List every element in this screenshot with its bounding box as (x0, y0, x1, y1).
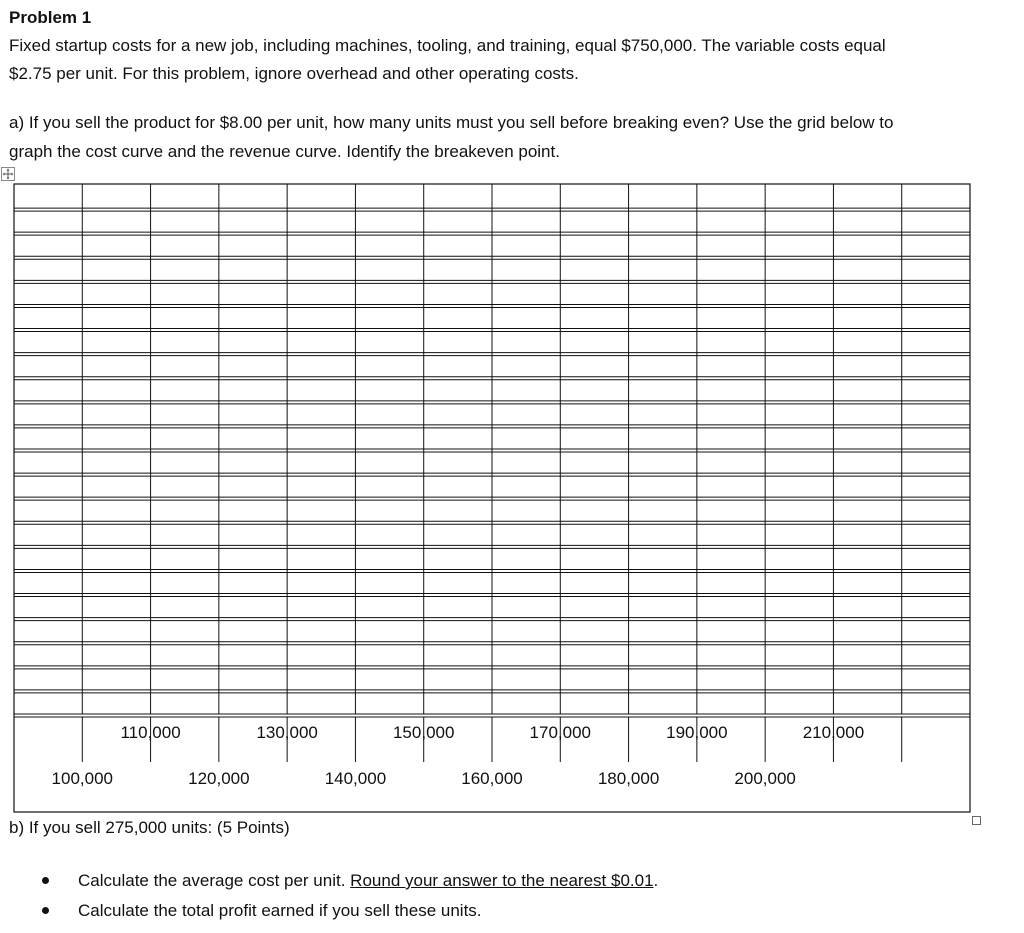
axis-label: 110,000 (120, 723, 181, 742)
part-a-question-line-1: a) If you sell the product for $8.00 per unit, how many units must you sell before breaking even? Use the grid below to (9, 113, 894, 132)
bullet-1-end: . (653, 871, 659, 890)
axis-label: 180,000 (597, 769, 660, 788)
axis-label: 190,000 (666, 723, 728, 742)
part-a-question-line-2: graph the cost curve and the revenue curve. Identify the breakeven point. (9, 142, 560, 161)
resize-icon[interactable] (972, 816, 981, 825)
part-b-bullet-list (40, 866, 658, 926)
bullet-2-text: Calculate the total profit earned if you sell these units. (78, 901, 482, 920)
grid-lines (14, 184, 970, 717)
axis-label: 170,000 (529, 723, 592, 742)
list-item (40, 896, 658, 926)
part-b-heading: b) If you sell 275,000 units: (5 Points) (9, 818, 290, 837)
axis-label: 130,000 (256, 723, 318, 742)
axis-label: 160,000 (461, 769, 523, 788)
axis-label: 120,000 (188, 769, 250, 788)
problem-title: Problem 1 (9, 8, 92, 27)
axis-ticks (82, 717, 901, 762)
axis-label: 150,000 (392, 723, 455, 742)
bullet-icon (42, 877, 49, 884)
bullet-1-underlined: Round your answer to the nearest $0.01 (350, 871, 654, 890)
problem-intro-line-1: Fixed startup costs for a new job, including machines, tooling, and training, equal $750,000. The variable costs equal (9, 36, 886, 55)
axis-label: 100,000 (51, 769, 114, 788)
bullet-icon (42, 907, 49, 914)
axis-label: 200,000 (734, 769, 796, 788)
problem-intro-line-2: $2.75 per unit. For this problem, ignore overhead and other operating costs. (9, 64, 579, 83)
axis-label: 210,000 (802, 723, 865, 742)
axis-label: 140,000 (324, 769, 387, 788)
list-item (40, 866, 658, 896)
bullet-1-text: Calculate the average cost per unit. (78, 871, 351, 890)
